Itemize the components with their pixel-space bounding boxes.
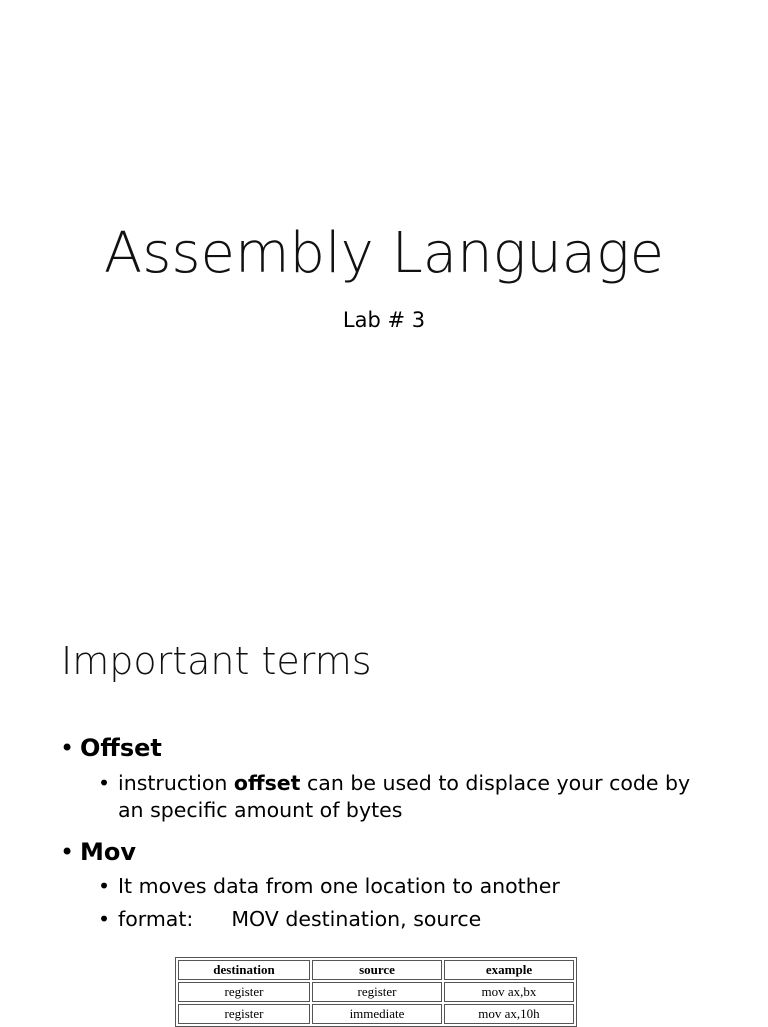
sub-bullet-text [98,906,718,933]
bullet-icon: • [60,734,75,762]
bullet-label: Offset [80,734,162,762]
table-header-row [178,960,574,980]
bullet-icon: • [98,907,111,931]
bullet-mov [60,837,136,867]
table-cell: register [178,1004,310,1024]
table-cell: mov ax,bx [444,982,574,1002]
format-value: MOV destination, source [231,907,482,931]
table-cell: register [178,982,310,1002]
bullet-icon: • [98,771,111,795]
slide-title: Important terms [61,639,372,683]
table-cell: register [312,982,442,1002]
sub-bullet-text: It moves data from one location to another [118,874,560,898]
sub-bullet-text: instruction offset can be used to displace your code by an specific amount of bytes [118,771,691,822]
bullet-label: Mov [80,838,137,866]
table-row [178,1004,574,1024]
table-cell: mov ax,10h [444,1004,574,1024]
table-row [178,982,574,1002]
bold-term: offset [233,771,301,795]
table-cell: immediate [312,1004,442,1024]
column-header: source [312,960,442,980]
format-label: format: [118,907,194,931]
sub-bullet-mov-format [98,906,718,933]
bullet-icon: • [60,838,75,866]
content-slide [0,576,768,1024]
slide-title: Assembly Language [103,221,665,286]
sub-bullet-offset [98,770,718,824]
column-header: destination [178,960,310,980]
sub-bullet-mov-desc [98,873,718,900]
bullet-icon: • [98,874,111,898]
column-header: example [444,960,574,980]
slide-subtitle: Lab # 3 [342,308,426,332]
mov-table [175,957,577,1027]
bullet-offset [60,733,162,763]
